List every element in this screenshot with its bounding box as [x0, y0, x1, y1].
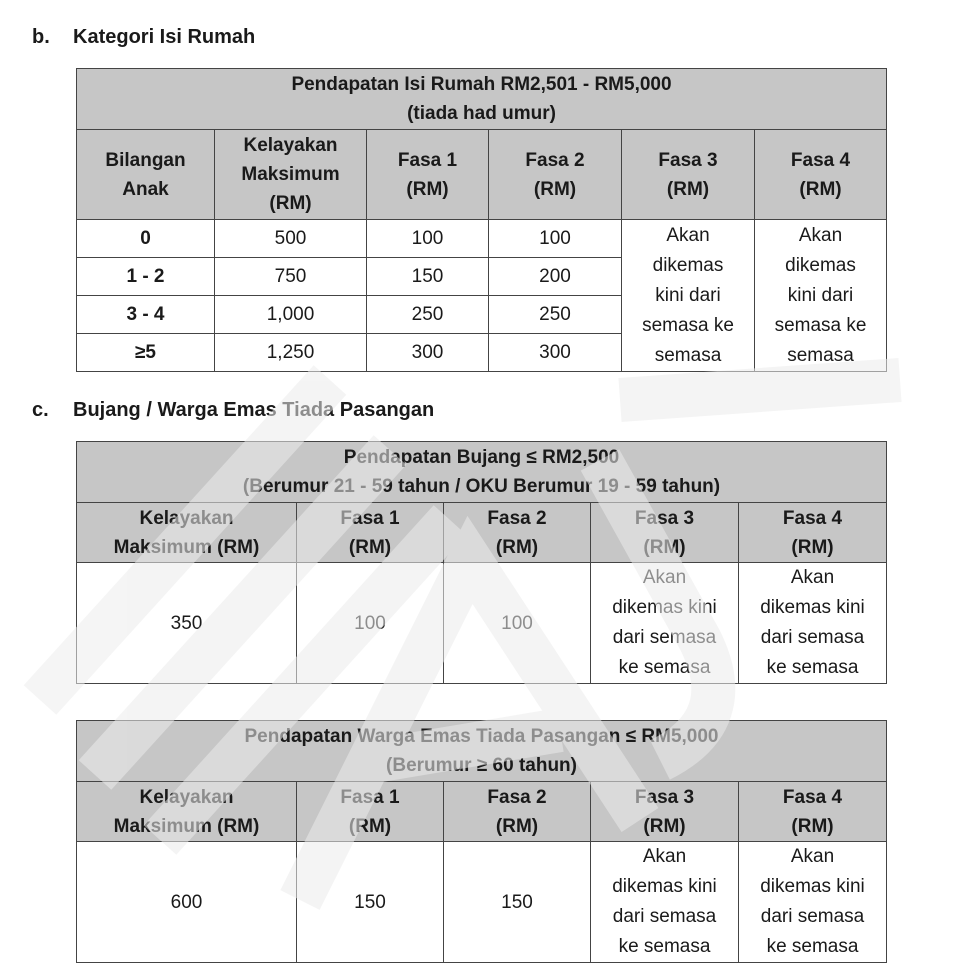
cell-fasa-1: 150 — [297, 842, 444, 963]
header-fasa-3: Fasa 3 (RM) — [591, 782, 739, 842]
header-kelayakan-maksimum: Kelayakan Maksimum (RM) — [215, 130, 367, 220]
senior-table-title: Pendapatan Warga Emas Tiada Pasangan ≤ RM5,000 (Berumur ≥ 60 tahun) — [77, 721, 887, 782]
header-fasa-1: Fasa 1 (RM) — [297, 782, 444, 842]
cell-fasa-2: 100 — [444, 563, 591, 684]
section-b-title: Kategori Isi Rumah — [73, 26, 256, 48]
cell-kelayakan: 500 — [215, 220, 367, 258]
cell-fasa-2: 100 — [489, 220, 622, 258]
senior-income-table — [76, 720, 887, 963]
section-b-heading — [32, 26, 255, 49]
cell-anak: 0 — [77, 220, 215, 258]
cell-kelayakan: 1,250 — [215, 334, 367, 372]
cell-anak: 3 - 4 — [77, 296, 215, 334]
cell-kelayakan: 600 — [77, 842, 297, 963]
header-kelayakan-maksimum: Kelayakan Maksimum (RM) — [77, 503, 297, 563]
household-table-title: Pendapatan Isi Rumah RM2,501 - RM5,000 (tiada had umur) — [77, 69, 887, 130]
cell-fasa-2: 150 — [444, 842, 591, 963]
cell-fasa-4-note: Akan dikemas kini dari semasa ke semasa — [755, 220, 887, 372]
table-row — [77, 842, 887, 963]
header-bilangan-anak: Bilangan Anak — [77, 130, 215, 220]
cell-anak: ≥5 — [77, 334, 215, 372]
header-fasa-2: Fasa 2 (RM) — [444, 503, 591, 563]
header-fasa-3: Fasa 3 (RM) — [622, 130, 755, 220]
header-fasa-4: Fasa 4 (RM) — [739, 782, 887, 842]
header-fasa-2: Fasa 2 (RM) — [489, 130, 622, 220]
household-income-table — [76, 68, 887, 372]
section-c-heading — [32, 399, 434, 422]
header-fasa-4: Fasa 4 (RM) — [739, 503, 887, 563]
cell-fasa-1: 250 — [367, 296, 489, 334]
cell-kelayakan: 350 — [77, 563, 297, 684]
cell-fasa-3-note: Akan dikemas kini dari semasa ke semasa — [591, 563, 739, 684]
cell-fasa-4-note: Akan dikemas kini dari semasa ke semasa — [739, 842, 887, 963]
section-c-title: Bujang / Warga Emas Tiada Pasangan — [73, 399, 435, 421]
section-b-letter: b. — [32, 26, 50, 48]
header-fasa-2: Fasa 2 (RM) — [444, 782, 591, 842]
header-fasa-1: Fasa 1 (RM) — [297, 503, 444, 563]
table-row — [77, 563, 887, 684]
section-c-letter: c. — [32, 399, 49, 421]
cell-fasa-1: 300 — [367, 334, 489, 372]
cell-fasa-3-note: Akan dikemas kini dari semasa ke semasa — [591, 842, 739, 963]
cell-fasa-1: 150 — [367, 258, 489, 296]
cell-fasa-3-note: Akan dikemas kini dari semasa ke semasa — [622, 220, 755, 372]
single-income-table — [76, 441, 887, 684]
cell-fasa-2: 250 — [489, 296, 622, 334]
header-kelayakan-maksimum: Kelayakan Maksimum (RM) — [77, 782, 297, 842]
header-fasa-1: Fasa 1 (RM) — [367, 130, 489, 220]
cell-fasa-4-note: Akan dikemas kini dari semasa ke semasa — [739, 563, 887, 684]
cell-fasa-2: 200 — [489, 258, 622, 296]
table-row — [77, 220, 887, 258]
cell-kelayakan: 1,000 — [215, 296, 367, 334]
header-fasa-3: Fasa 3 (RM) — [591, 503, 739, 563]
single-table-title: Pendapatan Bujang ≤ RM2,500 (Berumur 21 - 59 tahun / OKU Berumur 19 - 59 tahun) — [77, 442, 887, 503]
cell-kelayakan: 750 — [215, 258, 367, 296]
cell-fasa-1: 100 — [297, 563, 444, 684]
cell-fasa-1: 100 — [367, 220, 489, 258]
header-fasa-4: Fasa 4 (RM) — [755, 130, 887, 220]
cell-anak: 1 - 2 — [77, 258, 215, 296]
cell-fasa-2: 300 — [489, 334, 622, 372]
